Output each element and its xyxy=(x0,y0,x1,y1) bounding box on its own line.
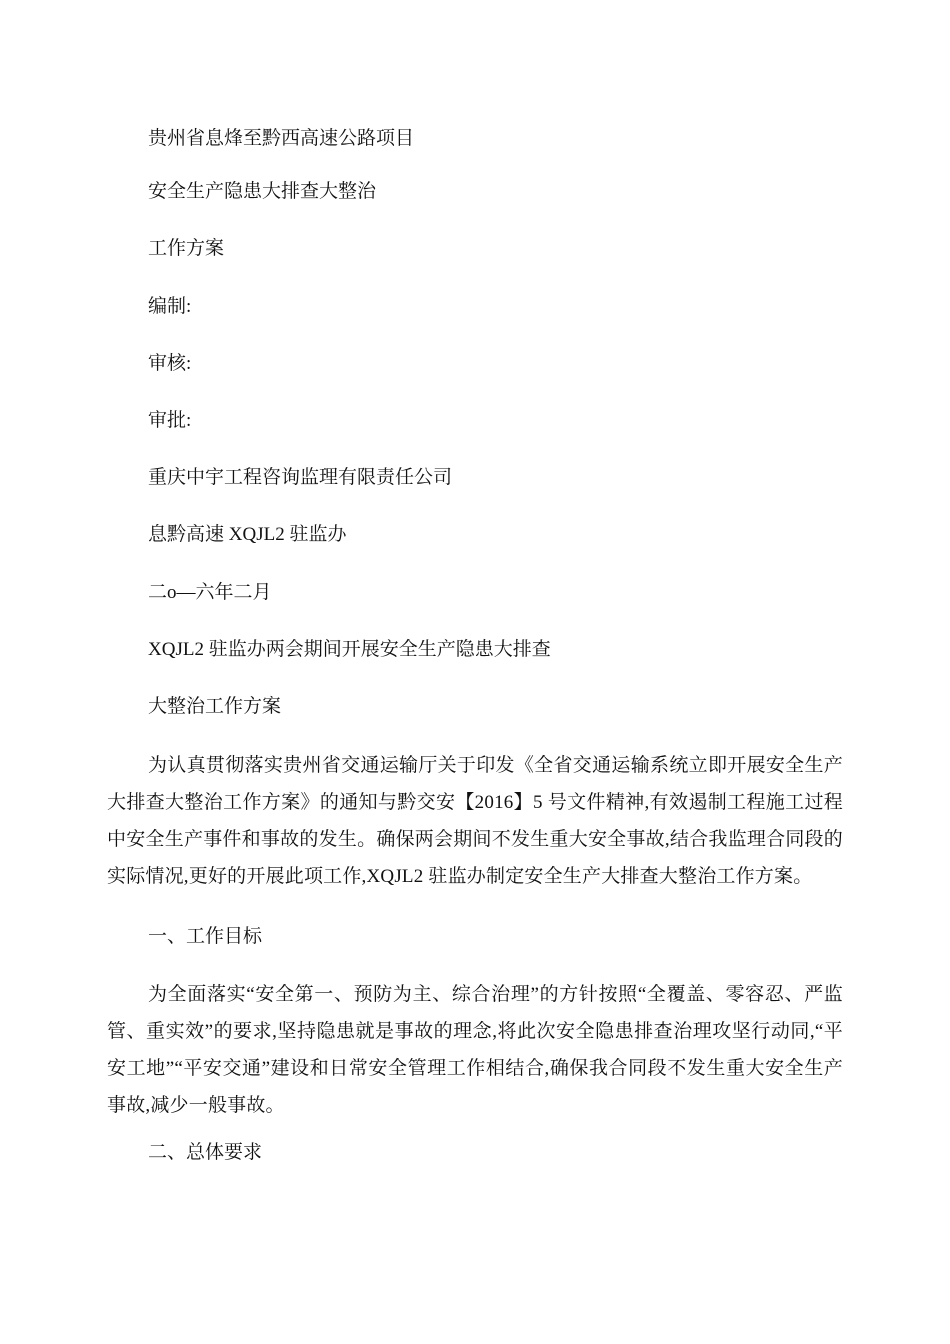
section1-title: 一、工作目标 xyxy=(148,926,263,947)
section1-paragraph: 为全面落实“安全第一、预防为主、综合治理”的方针按照“全覆盖、零容忍、严监管、重实效”的要求,坚持隐患就是事故的理念,将此次安全隐患排查治理攻坚行动同,“平安工地”“平安交通”建设和日常安全管理工作相结合,确保我合同段不发生重大安全生产事故,减少一般事故。 xyxy=(107,984,843,1116)
approved-by-label: 审批: xyxy=(148,410,192,431)
intro-paragraph: 为认真贯彻落实贵州省交通运输厅关于印发《全省交通运输系统立即开展安全生产大排查大整治工作方案》的通知与黔交安【2016】5 号文件精神,有效遏制工程施工过程中安全生产事件和事故的发生。确保两会期间不发生重大安全事故,结合我监理合同段的实际情况,更好的开展此项工作,XQJL2 驻监办制定安全生产大排查大整治工作方案。 xyxy=(107,755,843,887)
main-heading-line1: XQJL2 驻监办两会期间开展安全生产隐患大排查 xyxy=(148,639,551,660)
document-subtitle: 安全生产隐患大排查大整治 xyxy=(148,181,377,202)
company-name: 重庆中宇工程咨询监理有限责任公司 xyxy=(148,467,453,488)
section2-title: 二、总体要求 xyxy=(148,1142,263,1163)
main-heading-line2: 大整治工作方案 xyxy=(148,696,282,717)
document-date: 二o—六年二月 xyxy=(148,582,272,603)
project-title: 贵州省息烽至黔西高速公路项目 xyxy=(148,128,415,149)
office-name: 息黔高速 XQJL2 驻监办 xyxy=(148,524,347,545)
reviewed-by-label: 审核: xyxy=(148,353,192,374)
document-type: 工作方案 xyxy=(148,238,225,259)
compiled-by-label: 编制: xyxy=(148,296,192,317)
